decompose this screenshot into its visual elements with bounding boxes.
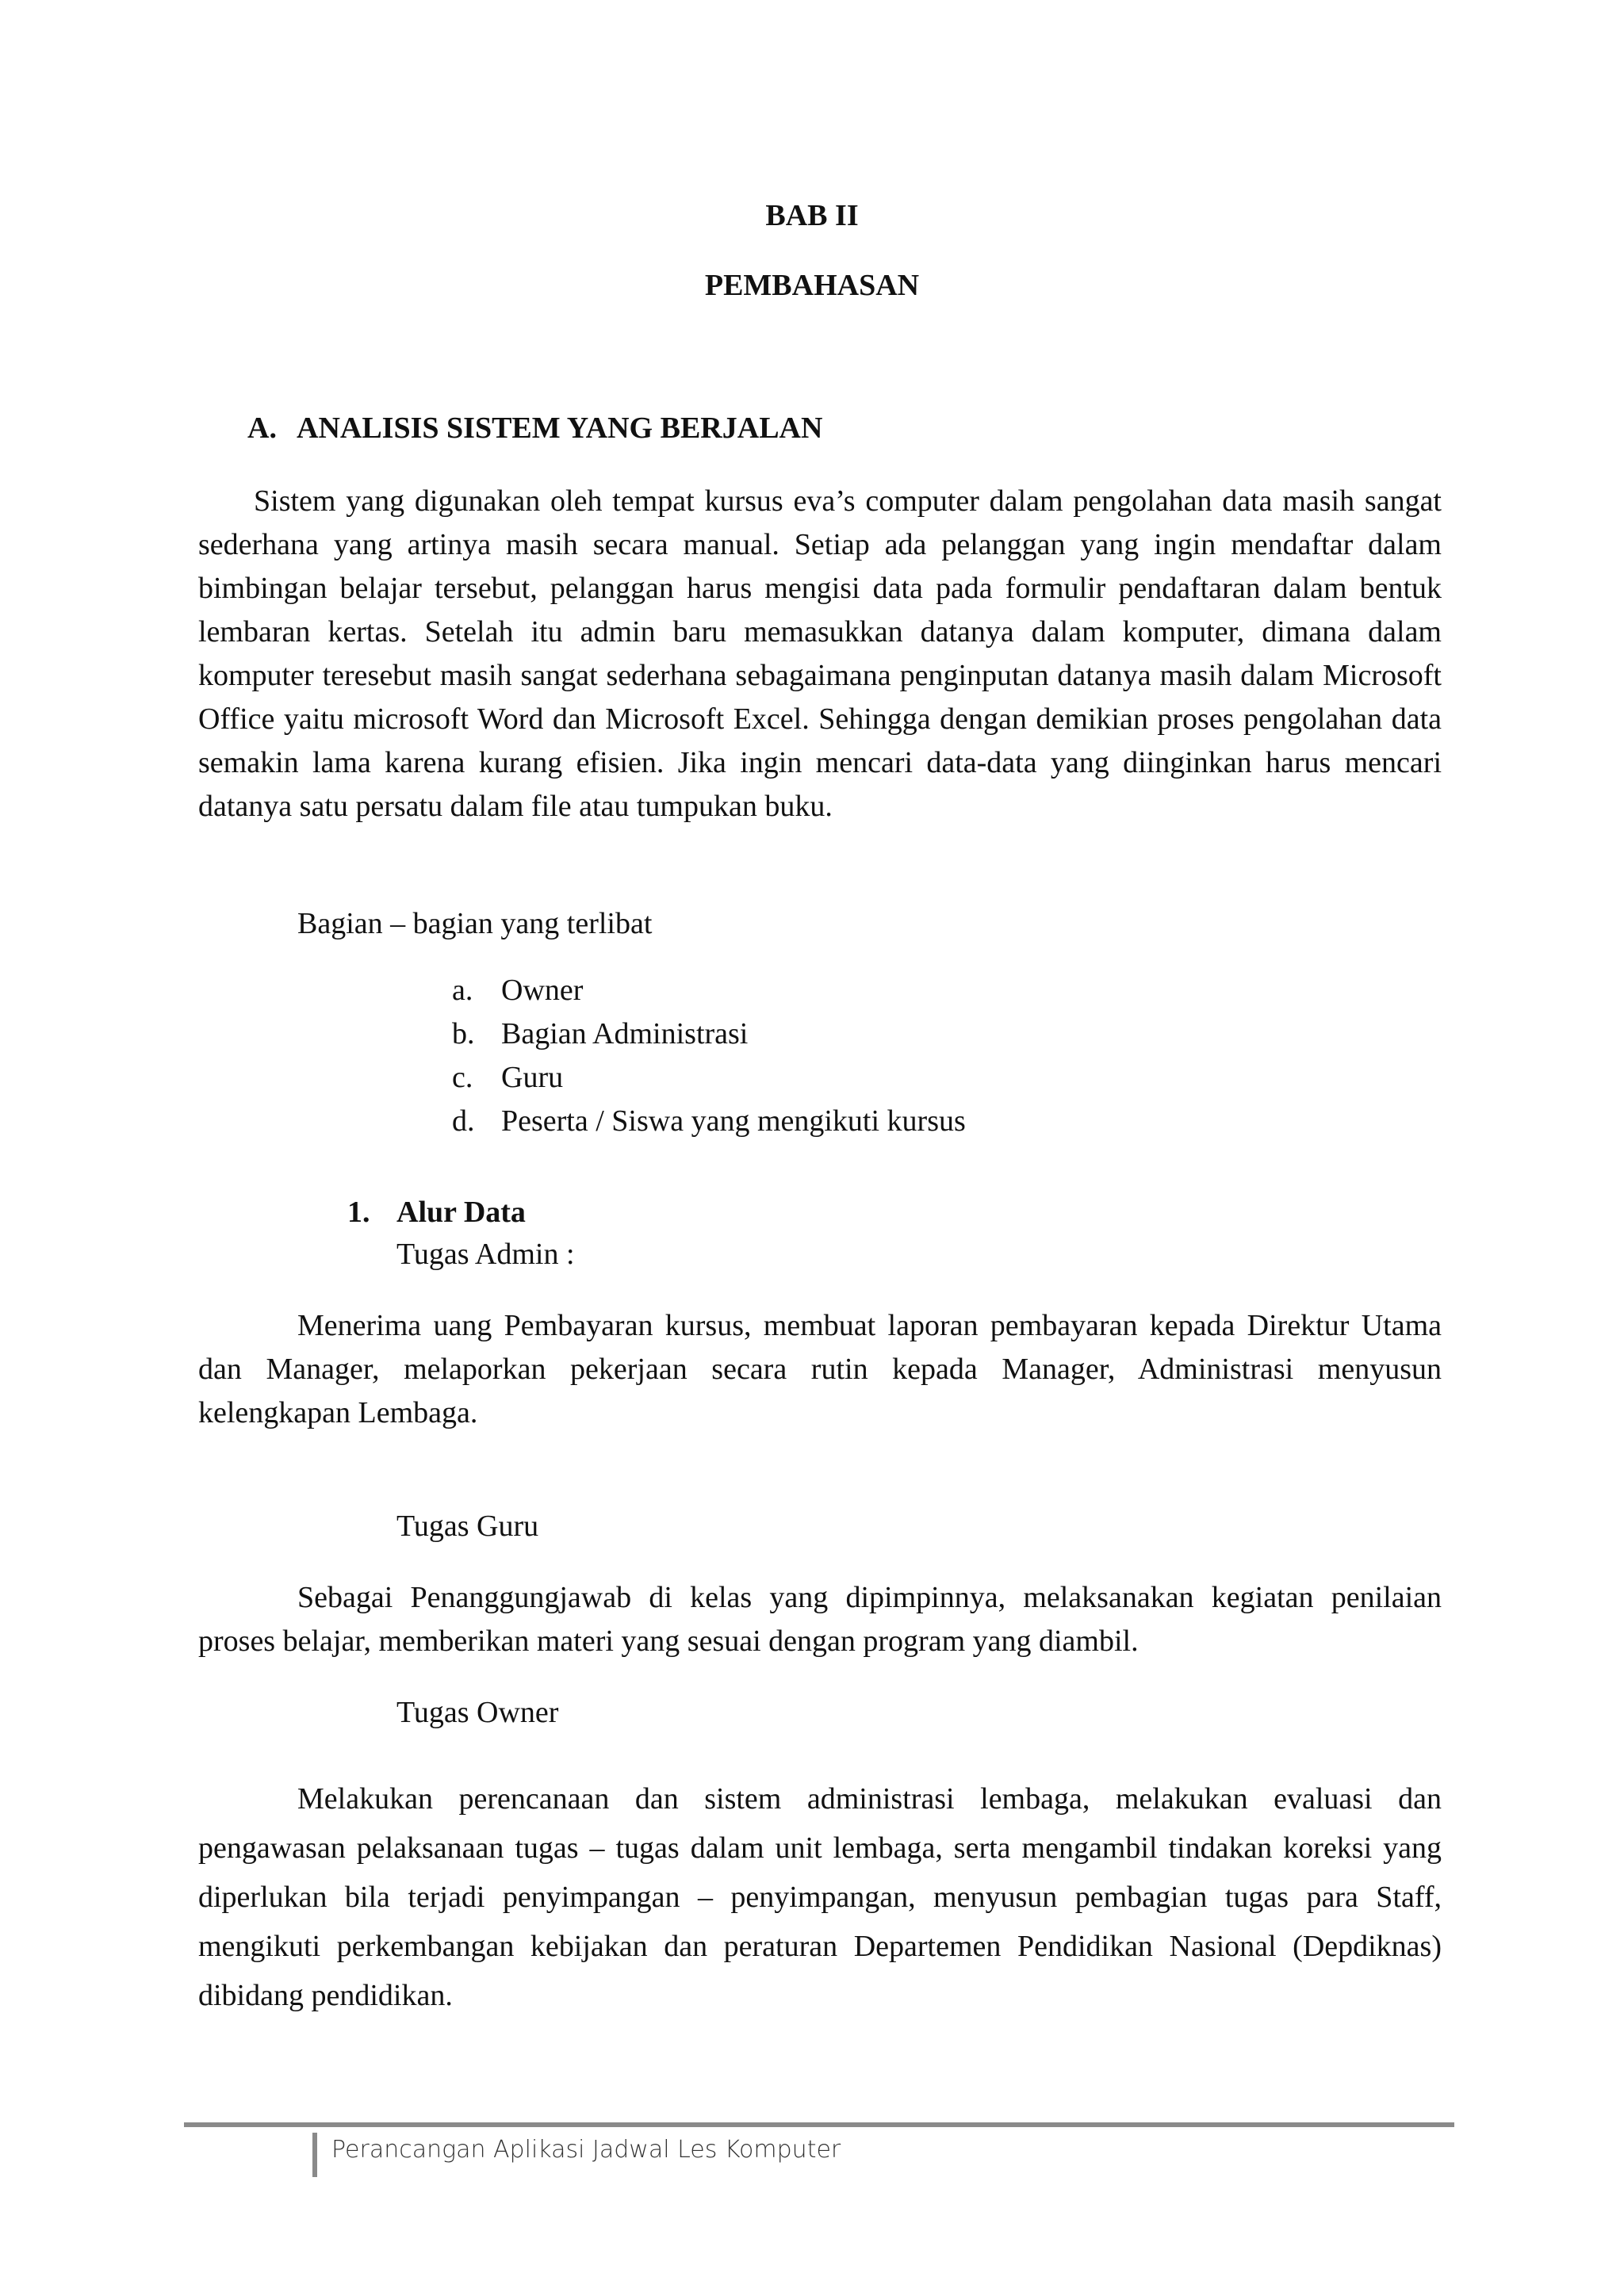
parts-list [452,969,966,1143]
section-number: A. [247,411,277,445]
section-title: ANALISIS SISTEM YANG BERJALAN [297,411,823,445]
list-item-text: Guru [501,1061,564,1094]
section-heading [247,411,822,446]
list-item [452,1100,966,1143]
list-marker: b. [452,1017,475,1050]
chapter-title: PEMBAHASAN [704,269,920,302]
list-item-text: Bagian Administrasi [501,1017,749,1050]
subsection-heading [347,1191,526,1234]
owner-task-label: Tugas Owner [396,1696,559,1729]
list-item [452,1012,966,1056]
list-item [452,1056,966,1100]
footer-title: Perancangan Aplikasi Jadwal Les Komputer [331,2136,841,2164]
footer-divider [184,2122,1454,2127]
subsection-number: 1. [347,1196,370,1229]
admin-task-paragraph: Menerima uang Pembayaran kursus, membuat laporan pembayaran kepada Direktur Utama dan Manager, melaporkan pekerjaan secara rutin kepada Manager, Administrasi menyusun kelengkapan Lembaga. [198,1309,1442,1429]
guru-task-paragraph: Sebagai Penanggungjawab di kelas yang dipimpinnya, melaksanakan kegiatan penilaian proses belajar, memberikan materi yang sesuai dengan program yang diambil. [198,1581,1442,1658]
guru-task-label: Tugas Guru [396,1510,539,1543]
intro-paragraph: Sistem yang digunakan oleh tempat kursus eva’s computer dalam pengolahan data masih sangat sederhana yang artinya masih secara manual. Setiap ada pelanggan yang ingin mendaftar dalam bimbingan belajar tersebut, pelanggan harus mengisi data pada formulir pendaftaran dalam bentuk lembaran kertas. Setelah itu admin baru memasukkan datanya dalam komputer, dimana dalam komputer teresebut masih sangat sederhana sebagaimana penginputan datanya masih dalam Microsoft Office yaitu microsoft Word dan Microsoft Excel. Sehingga dengan demikian proses pengolahan data semakin lama karena kurang efisien. Jika ingin mencari data-data yang diinginkan harus mencari datanya satu persatu dalam file atau tumpukan buku. [198,484,1442,823]
subsection-title: Alur Data [396,1196,526,1229]
owner-task-paragraph: Melakukan perencanaan dan sistem administrasi lembaga, melakukan evaluasi dan pengawasan pelaksanaan tugas – tugas dalam unit lembaga, serta mengambil tindakan koreksi yang diperlukan bila terjadi penyimpangan – penyimpangan, menyusun pembagian tugas para Staff, mengikuti perkembangan kebijakan dan peraturan Departemen Pendidikan Nasional (Depdiknas) dibidang pendidikan. [198,1782,1442,2012]
admin-task-label: Tugas Admin : [396,1238,575,1271]
footer-accent-bar [312,2133,317,2177]
parts-intro: Bagian – bagian yang terlibat [297,907,653,940]
list-item-text: Peserta / Siswa yang mengikuti kursus [501,1104,966,1138]
list-marker: a. [452,974,473,1007]
list-marker: c. [452,1061,473,1094]
list-item [452,969,966,1012]
list-item-text: Owner [501,974,584,1007]
list-marker: d. [452,1104,475,1138]
chapter-number: BAB II [765,199,859,232]
